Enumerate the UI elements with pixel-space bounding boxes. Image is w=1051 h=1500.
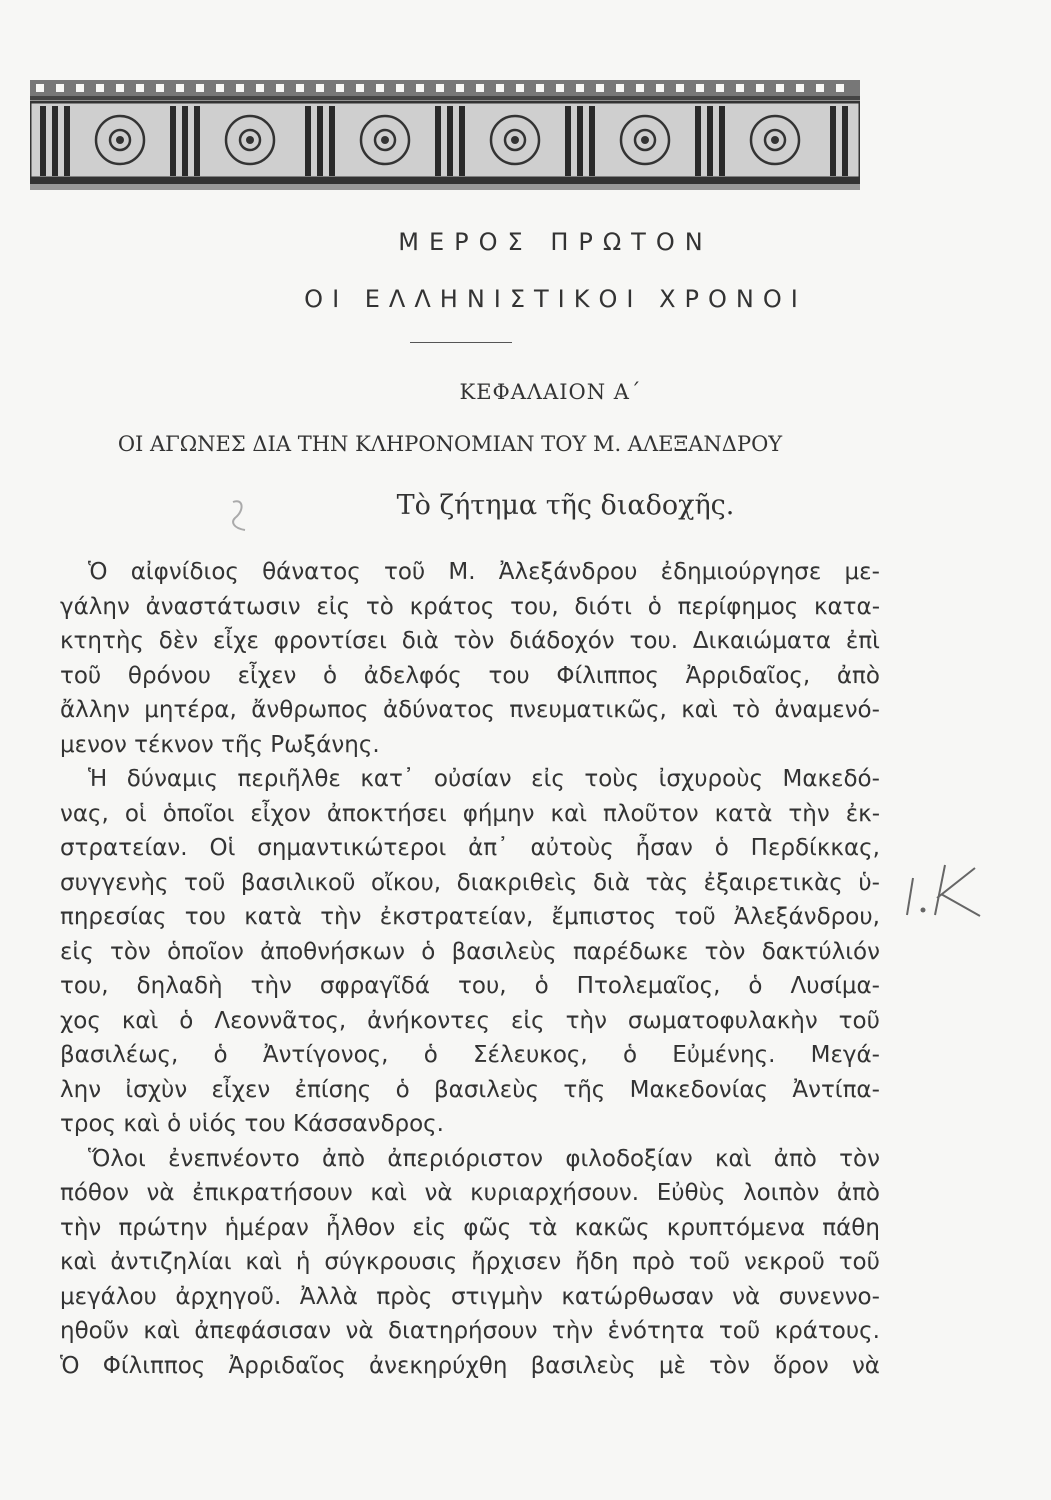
margin-note bbox=[905, 860, 995, 920]
text-line: ηθοῦν καὶ ἀπεφάσισαν νὰ διατηρήσουν τὴν ἑνότητα τοῦ κράτους. bbox=[60, 1318, 880, 1344]
text-line: μεγάλου ἀρχηγοῦ. Ἀλλὰ πρὸς στιγμὴν κατώρθωσαν νὰ συνεννο- bbox=[60, 1283, 880, 1310]
text-line: στρατείαν. Οἱ σημαντικώτεροι ἀπ᾿ αὐτοὺς ἦσαν ὁ Περδίκκας, bbox=[60, 835, 880, 861]
text-line: καὶ ἀντιζηλίαι καὶ ἡ σύγκρουσις ἤρχισεν ἤδη πρὸ τοῦ νεκροῦ τοῦ bbox=[60, 1249, 880, 1275]
margin-note-text: 1. Κ bbox=[905, 860, 908, 861]
chapter-title: ΟΙ ΑΓΩΝΕΣ ΔΙΑ ΤΗΝ ΚΛΗΡΟΝΟΜΙΑΝ ΤΟΥ Μ. ΑΛΕΞΑΝΔΡΟΥ bbox=[117, 432, 783, 456]
text-line: τοῦ θρόνου εἶχεν ὁ ἀδελφός του Φίλιππος Ἀρριδαῖος, ἀπὸ bbox=[60, 662, 880, 689]
text-line: Ὁ Φίλιππος Ἀρριδαῖος ἀνεκηρύχθη βασιλεὺς μὲ τὸν ὅρον νὰ bbox=[60, 1352, 880, 1379]
text-line: γάλην ἀναστάτωσιν εἰς τὸ κράτος του, διότι ὁ περίφημος κατα- bbox=[60, 593, 880, 620]
text-line: νας, οἱ ὁποῖοι εἶχον ἀποκτήσει φήμην καὶ πλοῦτον κατὰ τὴν ἐκ- bbox=[60, 800, 880, 827]
divider bbox=[410, 342, 512, 343]
text-line: πηρεσίας του κατὰ τὴν ἐκστρατείαν, ἔμπιστος τοῦ Ἀλεξάνδρου, bbox=[60, 904, 880, 930]
text-line: Ὅλοι ἐνεπνέοντο ἀπὸ ἀπεριόριστον φιλοδοξίαν καὶ ἀπὸ τὸν bbox=[88, 1145, 880, 1172]
text-line: μενον τέκνον τῆς Ρωξάνης. bbox=[60, 731, 380, 758]
text-line: ἄλλην μητέρα, ἄνθρωπος ἀδύνατος πνευματικῶς, καὶ τὸ ἀναμενό- bbox=[60, 697, 880, 723]
part-label: ΜΕΡΟΣ ΠΡΩΤΟΝ bbox=[398, 228, 713, 256]
section-title: Τὸ ζήτημα τῆς διαδοχῆς. bbox=[396, 490, 735, 521]
text-line: Ἡ δύναμις περιῆλθε κατ᾿ οὐσίαν εἰς τοὺς ἰσχυροὺς Μακεδό- bbox=[88, 766, 880, 792]
text-line: εἰς τὸν ὁποῖον ἀποθνήσκων ὁ βασιλεὺς παρέδωκε τὸν δακτύλιόν bbox=[60, 938, 880, 965]
text-line: πόθον νὰ ἐπικρατήσουν καὶ νὰ κυριαρχήσουν. Εὐθὺς λοιπὸν ἀπὸ bbox=[60, 1180, 880, 1206]
text-line: του, δηλαδὴ τὴν σφραγῖδά του, ὁ Πτολεμαῖος, ὁ Λυσίμα- bbox=[60, 973, 880, 999]
era-title: ΟΙ ΕΛΛΗΝΙΣΤΙΚΟΙ ΧΡΟΝΟΙ bbox=[304, 285, 807, 313]
chapter-heading: ΚΕΦΑΛΑΙΟΝ Α΄ bbox=[459, 380, 642, 404]
text-line: συγγενὴς τοῦ βασιλικοῦ οἴκου, διακριθεὶς διὰ τὰς ἐξαιρετικὰς ὑ- bbox=[60, 869, 880, 896]
text-line: Ὁ αἰφνίδιος θάνατος τοῦ Μ. Ἀλεξάνδρου ἐδημιούργησε με- bbox=[88, 559, 880, 585]
text-line: λην ἰσχὺν εἶχεν ἐπίσης ὁ βασιλεὺς τῆς Μακεδονίας Ἀντίπα- bbox=[60, 1076, 880, 1103]
text-line: βασιλέως, ὁ Ἀντίγονος, ὁ Σέλευκος, ὁ Εὐμένης. Μεγά- bbox=[60, 1042, 880, 1068]
text-line: τρος καὶ ὁ υἱός του Κάσσανδρος. bbox=[60, 1111, 444, 1137]
body-text bbox=[60, 555, 880, 1383]
handwritten-note-icon bbox=[905, 860, 995, 920]
decorative-frieze bbox=[30, 76, 860, 194]
text-line: τὴν πρώτην ἡμέραν ἦλθον εἰς φῶς τὰ κακῶς κρυπτόμενα πάθη bbox=[60, 1214, 880, 1241]
text-line: χος καὶ ὁ Λεοννᾶτος, ἀνήκοντες εἰς τὴν σωματοφυλακὴν τοῦ bbox=[60, 1007, 880, 1034]
text-line: κτητὴς δὲν εἶχε φροντίσει διὰ τὸν διάδοχόν του. Δικαιώματα ἐπὶ bbox=[60, 628, 880, 654]
